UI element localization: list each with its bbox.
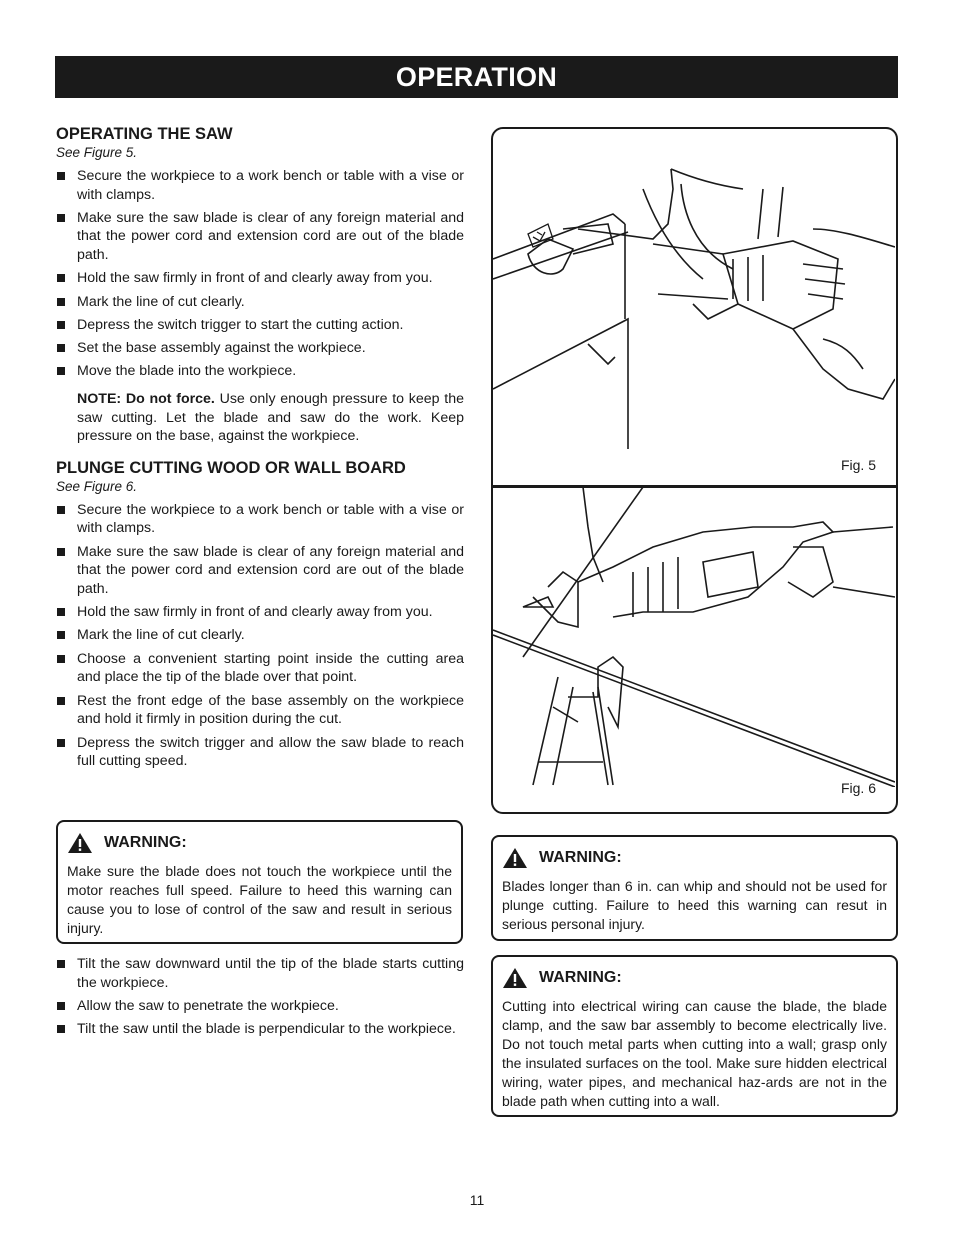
list-item: Hold the saw firmly in front of and clearly away from you. — [56, 603, 464, 622]
warning-triangle-icon — [67, 832, 93, 854]
warning-text: Cutting into electrical wiring can cause the blade, the blade clamp, and the saw bar assembly to become electrically live. Do not touch metal parts when cutting into a wall; grasp only the insulated surfaces on the tool. Make sure hidden electrical wiring, water pipes, and mechanical haz-ards are not in the blade path when cutting into a wall. — [502, 998, 887, 1109]
warning-title: WARNING: — [539, 969, 622, 986]
warning-text: Make sure the blade does not touch the workpiece until the motor reaches full speed. Failure to heed this warning can cause you to lose of control of the saw and result in serious injury. — [67, 863, 452, 936]
list-item: Mark the line of cut clearly. — [56, 626, 464, 645]
bullet-list-plunge — [56, 501, 464, 771]
list-item: Secure the workpiece to a work bench or table with a vise or with clamps. — [56, 167, 464, 204]
left-column — [56, 124, 464, 775]
warning-triangle-icon — [502, 847, 528, 869]
warning-text: Blades longer than 6 in. can whip and should not be used for plunge cutting. Failure to heed this warning can resut in serious personal injury. — [502, 878, 887, 932]
figure-5-illustration — [493, 129, 895, 485]
list-item: Depress the switch trigger to start the cutting action. — [56, 316, 464, 335]
section-heading-operating: OPERATING THE SAW — [56, 125, 233, 143]
figure-panel — [491, 127, 898, 814]
list-item: Hold the saw firmly in front of and clearly away from you. — [56, 269, 464, 288]
list-item: Choose a convenient starting point inside the cutting area and place the tip of the blade over that point. — [56, 650, 464, 687]
list-item: Rest the front edge of the base assembly on the workpiece and hold it firmly in position during the cut. — [56, 692, 464, 729]
warning-box-blade-length — [491, 835, 898, 941]
section-banner: OPERATION — [55, 56, 898, 98]
warning-box-full-speed — [56, 820, 463, 944]
list-item: Depress the switch trigger and allow the saw blade to reach full cutting speed. — [56, 734, 464, 771]
list-item: Tilt the saw until the blade is perpendicular to the workpiece. — [56, 1020, 464, 1039]
note-text: Use only enough pressure to keep the saw cutting. Let the blade and saw do the work. Keep pressure on the base, against the workpiece. — [77, 391, 464, 445]
list-item: Mark the line of cut clearly. — [56, 293, 464, 312]
figure-6-illustration — [493, 487, 895, 787]
note-label: NOTE: Do not force. — [77, 391, 215, 408]
list-item: Secure the workpiece to a work bench or table with a vise or with clamps. — [56, 501, 464, 538]
bullet-list-operating — [56, 167, 464, 381]
warning-title: WARNING: — [104, 834, 187, 851]
list-item: Make sure the saw blade is clear of any foreign material and that the power cord and extension cord are out of the blade path. — [56, 543, 464, 599]
warning-triangle-icon — [502, 967, 528, 989]
figure-6-caption: Fig. 6 — [840, 780, 876, 796]
warning-box-electrical — [491, 955, 898, 1117]
figure-5-caption: Fig. 5 — [840, 457, 876, 473]
figure-reference: See Figure 5. — [56, 145, 138, 160]
list-item: Allow the saw to penetrate the workpiece. — [56, 997, 464, 1016]
section-heading-plunge: PLUNGE CUTTING WOOD OR WALL BOARD — [56, 458, 406, 477]
list-item: Move the blade into the workpiece. — [56, 362, 464, 381]
warning-title: WARNING: — [539, 849, 622, 866]
note-paragraph — [56, 390, 464, 446]
bullet-list-plunge-continued — [56, 955, 464, 1043]
figure-reference: See Figure 6. — [56, 478, 138, 494]
list-item: Set the base assembly against the workpiece. — [56, 339, 464, 358]
page-number: 11 — [469, 1192, 485, 1208]
list-item: Tilt the saw downward until the tip of the blade starts cutting the workpiece. — [56, 955, 464, 992]
list-item: Make sure the saw blade is clear of any foreign material and that the power cord and extension cord are out of the blade path. — [56, 209, 464, 265]
